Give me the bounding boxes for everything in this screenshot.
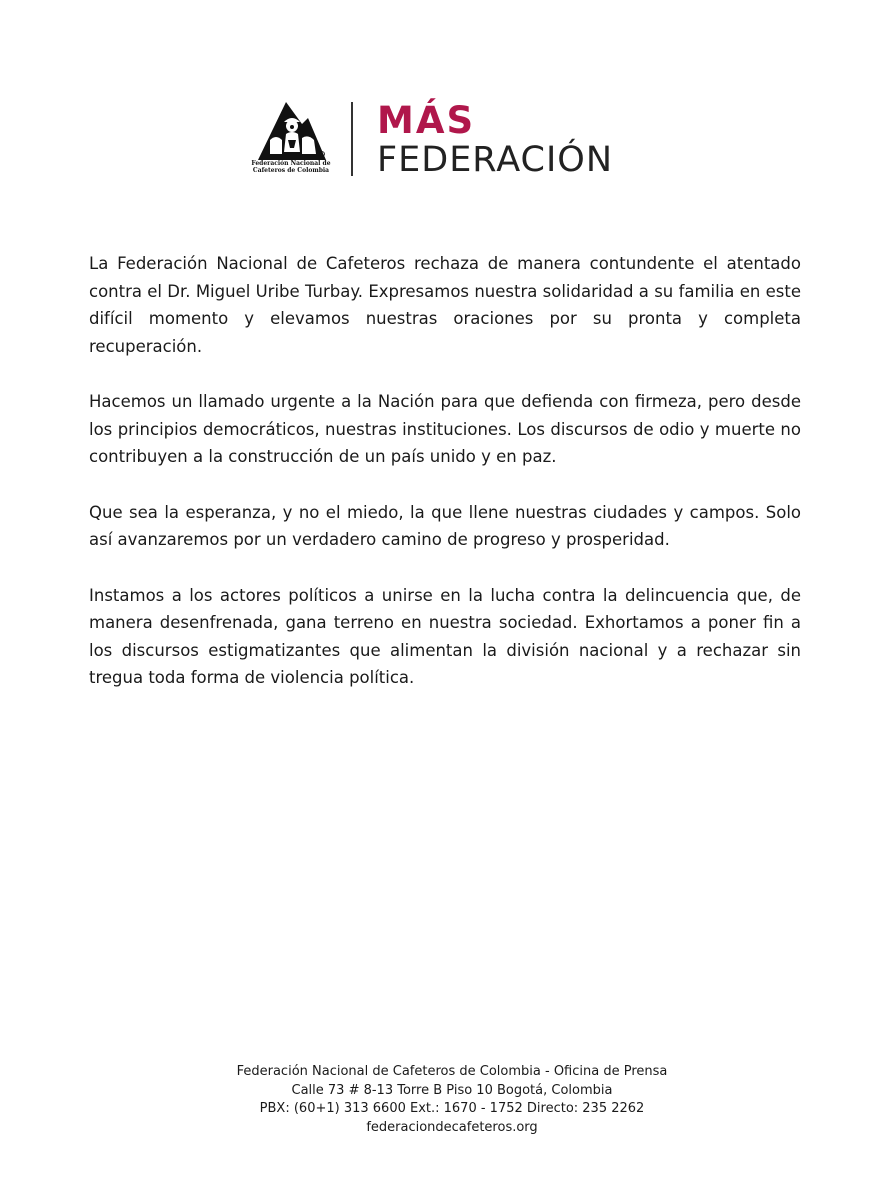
logo-caption-line2: Cafeteros de Colombia xyxy=(252,167,330,174)
paragraph-3: Que sea la esperanza, y no el miedo, la que llene nuestras ciudades y campos. Solo así avanzaremos por un verdadero camino de progreso y prosperidad. xyxy=(89,502,801,549)
footer-organization: Federación Nacional de Cafeteros de Colombia - Oficina de Prensa xyxy=(236,1064,668,1079)
paragraph-4: Instamos a los actores políticos a unirse en la lucha contra la delincuencia que, de manera desenfrenada, gana terreno en nuestra sociedad. Exhortamos a poner fin a los discursos estigmatizantes que alimentan la división nacional y a rechazar sin tregua toda forma de violencia política. xyxy=(89,585,801,687)
footer-contact xyxy=(150,1063,754,1137)
letterhead xyxy=(248,100,678,180)
footer-phone: PBX: (60+1) 313 6600 Ext.: 1670 - 1752 Directo: 235 2262 xyxy=(259,1101,645,1116)
paragraph-1: La Federación Nacional de Cafeteros rechaza de manera contundente el atentado contra el Dr. Miguel Uribe Turbay. Expresamos nuestra solidaridad a su familia en este difícil momento y elevamos nuestras oraciones por su pronta y completa recuperación. xyxy=(89,254,801,356)
brand-wordmark xyxy=(377,99,614,180)
brand-federacion: FEDERACIÓN xyxy=(377,140,614,180)
fnc-logo xyxy=(248,100,334,178)
header-divider xyxy=(351,102,353,176)
logo-caption xyxy=(248,160,334,174)
paragraph-2: Hacemos un llamado urgente a la Nación para que defienda con firmeza, pero desde los principios democráticos, nuestras instituciones. Los discursos de odio y muerte no contribuyen a la construcción de un país unido y en paz. xyxy=(89,392,801,466)
footer-website: federaciondecafeteros.org xyxy=(366,1119,538,1135)
logo-caption-line1: Federación Nacional de xyxy=(251,160,331,167)
juan-valdez-mountain-icon xyxy=(256,100,328,162)
brand-mas: MÁS xyxy=(377,99,476,142)
footer-address: Calle 73 # 8-13 Torre B Piso 10 Bogotá, Colombia xyxy=(291,1082,613,1098)
statement-body xyxy=(89,250,801,720)
